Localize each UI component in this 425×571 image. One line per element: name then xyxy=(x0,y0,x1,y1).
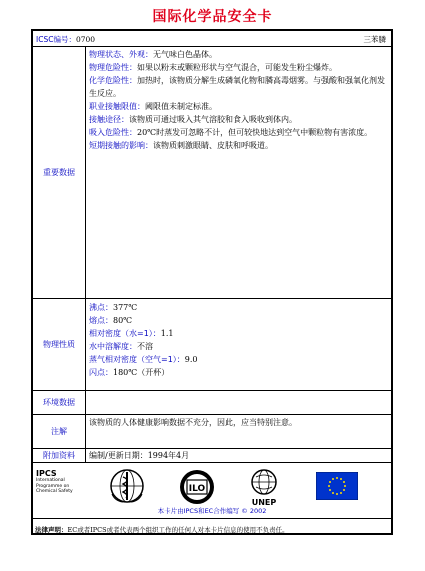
chemical-hazard-line: 化学危险性：加热时，该物质分解生成磷氧化物和膦高毒烟雾。与强酸和强氧化剂发生反应。 xyxy=(89,76,385,98)
physical-hazard-line: 物理危险性：如果以粉末或颗粒形状与空气混合，可能发生粉尘爆炸。 xyxy=(89,63,337,72)
notes-label: 注解 xyxy=(33,415,86,448)
additional-info-label: 附加资料 xyxy=(33,449,86,462)
physical-properties-label: 物理性质 xyxy=(33,299,86,390)
logos-row xyxy=(33,463,391,519)
additional-info-row xyxy=(33,449,391,463)
legal-statement: 法律声明：EC或者IPCS或者代表两个组织工作的任何人对本卡片信息的使用不负责任。 xyxy=(35,526,289,534)
who-emblem-icon xyxy=(109,468,145,504)
ilo-emblem-icon xyxy=(178,468,216,506)
vapour-density: 蒸气相对密度（空气=1）：9.0 xyxy=(89,355,198,364)
svg-text:ILO: ILO xyxy=(188,484,206,494)
header-row xyxy=(33,31,391,47)
inhalation-risk-line: 吸入危险性：20℃时蒸发可忽略不计，但可较快地达到空气中颗粒物有害浓度。 xyxy=(89,128,373,137)
melting-point: 熔点：80℃ xyxy=(89,316,133,325)
short-term-effects-line: 短期接触的影响：该物质刺激眼睛、皮肤和呼吸道。 xyxy=(89,141,273,150)
eu-flag-icon xyxy=(316,472,358,500)
safety-card xyxy=(31,29,393,535)
flash-point: 闪点：180℃（开杯） xyxy=(89,368,170,377)
appearance-line: 物理状态、外观：无气味白色晶体。 xyxy=(89,50,217,59)
legal-row xyxy=(33,519,391,541)
important-data-label: 重要数据 xyxy=(33,47,86,298)
important-data-row xyxy=(33,47,391,299)
water-solubility: 水中溶解度：不溶 xyxy=(89,342,153,351)
unep-text: UNEP xyxy=(251,498,277,507)
additional-info-content: 编制/更新日期：1994年4月 xyxy=(89,451,190,460)
credit-line: 本卡片由IPCS和EC合作编写 © 2002 xyxy=(157,507,267,515)
environmental-data-content xyxy=(86,391,391,414)
ipcs-logo: IPCS International Programme on Chemical Safety xyxy=(36,469,73,494)
environmental-data-row xyxy=(33,391,391,415)
card-title: 国际化学品安全卡 xyxy=(152,9,273,25)
environmental-data-label: 环境数据 xyxy=(33,391,86,414)
exposure-limit-line: 职业接触限值：阈限值未制定标准。 xyxy=(89,102,217,111)
physical-properties-row xyxy=(33,299,391,391)
icsc-number: ICSC编号：0700 xyxy=(36,35,96,44)
notes-row xyxy=(33,415,391,449)
physical-properties-content xyxy=(86,299,391,390)
relative-density: 相对密度（水=1）：1.1 xyxy=(89,329,174,338)
important-data-content xyxy=(86,47,391,298)
notes-content: 该物质的人体健康影响数据不充分，因此，应当特别注意。 xyxy=(89,418,297,427)
chemical-name: 三苯膦 xyxy=(363,35,386,44)
exposure-route-line: 接触途径：该物质可通过吸入其气溶胶和食入吸收到体内。 xyxy=(89,115,297,124)
unep-emblem-icon xyxy=(246,468,282,498)
boiling-point: 沸点：377℃ xyxy=(89,303,138,312)
